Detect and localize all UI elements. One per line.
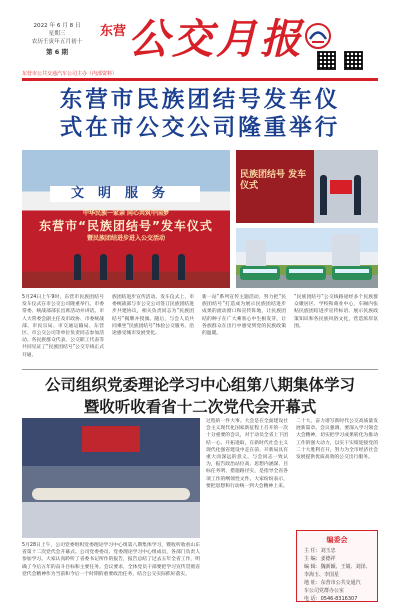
masthead bbox=[0, 0, 400, 78]
article1-column: 新一站”系列宣传主题活动，努力把“民族团结号”打造成为展示民族团结进步成果的流动窗口和宣传阵地，让民族团结的种子在广大乘客心中生根发芽，让各族群众在出行中感受到党的民族政策的温暖。 bbox=[202, 295, 286, 337]
article1-column: “民族团结号”公交线路途经多个民族群众聚居区、学校和商业中心，车厢内张贴民族团结进步宣传标语、展示民族政策知识和各民族风俗文化，营造浓厚氛围。 bbox=[294, 295, 378, 329]
qr-code-icon[interactable] bbox=[344, 51, 363, 70]
company-logo-icon bbox=[304, 22, 332, 50]
lead-headline bbox=[22, 86, 378, 142]
masthead-title: 公交月报 bbox=[128, 15, 304, 63]
editorial-board-title: 编委会 bbox=[326, 536, 348, 544]
red-cloth-plaque bbox=[330, 180, 352, 194]
editorial-row: 地 址：东营市公共交通汽 bbox=[304, 580, 361, 586]
person-figure bbox=[178, 254, 185, 280]
building-shape bbox=[246, 240, 266, 266]
editorial-board-list bbox=[304, 547, 371, 603]
person-figure bbox=[354, 175, 361, 215]
person-figure bbox=[100, 254, 107, 280]
sponsor-line: 东营市公共交通汽车公司主办（内部资料） bbox=[22, 71, 118, 77]
editorial-row: 主 任：刘玉忠 bbox=[304, 548, 336, 554]
person-figure bbox=[152, 254, 159, 280]
lead-headline-line: 东营市民族团结号发车仪 bbox=[59, 87, 341, 113]
article1-column: 族团结进步宣传活动。发车仪式上，市委统战部与市公交公司签订民族团结进步共建协议，相关负责同志为“民族团结号”揭牌并授旗。随后，与会人员共同乘坐“民族团结号”体验公交服务，沿途感受城市发展变化。 bbox=[112, 295, 194, 337]
issue-weekday: 星期三 bbox=[48, 31, 66, 37]
building-sign: 文明服务 bbox=[50, 186, 200, 202]
unveiling-photo bbox=[236, 150, 378, 223]
masthead-city: 东营 bbox=[100, 24, 127, 39]
issue-lunar-date: 农历壬寅年五月初十 bbox=[31, 39, 83, 45]
ceremony-stage-photo bbox=[22, 150, 230, 288]
conference-table bbox=[32, 488, 190, 500]
article2-column: 二十大，奋力谱写新时代公交高质量发展新篇章。会议强调，要深入学习领会大会精神，切实把学习成果转化为推动工作的强大动力，以实干实绩迎接党的二十大胜利召开，努力为全市经济社会发展提供优质高效的公交出行服务。 bbox=[296, 419, 378, 461]
second-headline-line: 暨收听收看省十二次党代会开幕式 bbox=[83, 398, 317, 416]
issue-date: 2022 年 6 月 8 日 bbox=[33, 23, 81, 29]
editorial-board-box bbox=[296, 530, 378, 602]
stage-banner-top: 中华民族一家亲 同心共筑中国梦 bbox=[82, 210, 170, 217]
person-figure bbox=[320, 175, 327, 215]
lead-headline-line: 式在市公交公司隆重举行 bbox=[59, 115, 341, 141]
article2-column: 5月28日上午，公司党委组织党委理论学习中心组第八期集体学习，暨收听收看山东省第十二次党代会开幕式。公司党委委员、党委理论学习中心组成员，各部门负责人参加学习。大家认真聆听了省委书记所作的报告，报告总结了过去五年全省工作，明确了今后五年的奋斗目标和主要任务。会议要求，全体党员干部要把学习宣传贯彻省党代会精神作为当前和今后一个时期的重要政治任务，结合公交实际抓好落实。 bbox=[22, 543, 200, 577]
qr-code-icon[interactable] bbox=[317, 51, 336, 70]
article2-column: 过程的一件大事。大会是在全面建设社会主义现代化国家新征程上召开的一次十分重要的会议，对于动员全省上下团结一心、开拓进取，在新时代社会主义现代化强省建设中走在前、开新局具有重大而深远的意义。与会同志一致认为，报告政治站位高、思想内涵深、目标任务明、措施路径实，是指导全省各项工作的纲领性文件。大家纷纷表示，要把思想和行动统一到大会精神上来。 bbox=[206, 419, 288, 489]
editorial-row: 电 话：0546-8316307 bbox=[304, 596, 358, 602]
section-divider bbox=[22, 369, 378, 370]
second-headline bbox=[22, 374, 378, 418]
editorial-row: 车公司党群办公室 bbox=[304, 588, 345, 594]
bus-shape bbox=[332, 266, 372, 280]
editorial-row: 主 编：姜德祥 bbox=[304, 556, 336, 562]
stage-banner-sub: 暨民族团结进步进入公交活动 bbox=[86, 235, 165, 242]
article1-column: 5月24日上午9时，东营市民族团结号发车仪式在市公交公司隆重举行。市委常委、统战部部长出席活动并讲话。市人大常委会副主任及市政协、市委统战部、市民宗局、市交通运输局、东营区、市公交公司等单位负责同志参加活动。各民族群众代表、公交职工代表等共同见证了“民族团结号”公交专线正式开通。 bbox=[22, 295, 104, 358]
bus-fleet-photo bbox=[236, 228, 378, 288]
person-figure bbox=[74, 254, 81, 280]
second-headline-line: 公司组织党委理论学习中心组第八期集体学习 bbox=[44, 376, 355, 394]
issue-number: 第 6 期 bbox=[45, 48, 69, 56]
meeting-screen bbox=[82, 426, 140, 452]
stage-banner-main: 东营市“民族团结号”发车仪式 bbox=[39, 219, 213, 233]
bus-shape bbox=[286, 266, 326, 280]
editorial-row: 李海玉、李国星 bbox=[304, 572, 340, 578]
unveiling-banner: 民族团结号 发车仪式 bbox=[240, 170, 307, 191]
meeting-room-photo bbox=[22, 418, 200, 538]
masthead-rule bbox=[22, 78, 378, 81]
editorial-row: 编 辑：魏新颖、王婧、刘泽、 bbox=[304, 564, 371, 570]
bus-shape bbox=[240, 266, 280, 280]
person-figure bbox=[126, 254, 133, 280]
issue-meta bbox=[22, 22, 92, 56]
building-shape bbox=[332, 234, 360, 266]
